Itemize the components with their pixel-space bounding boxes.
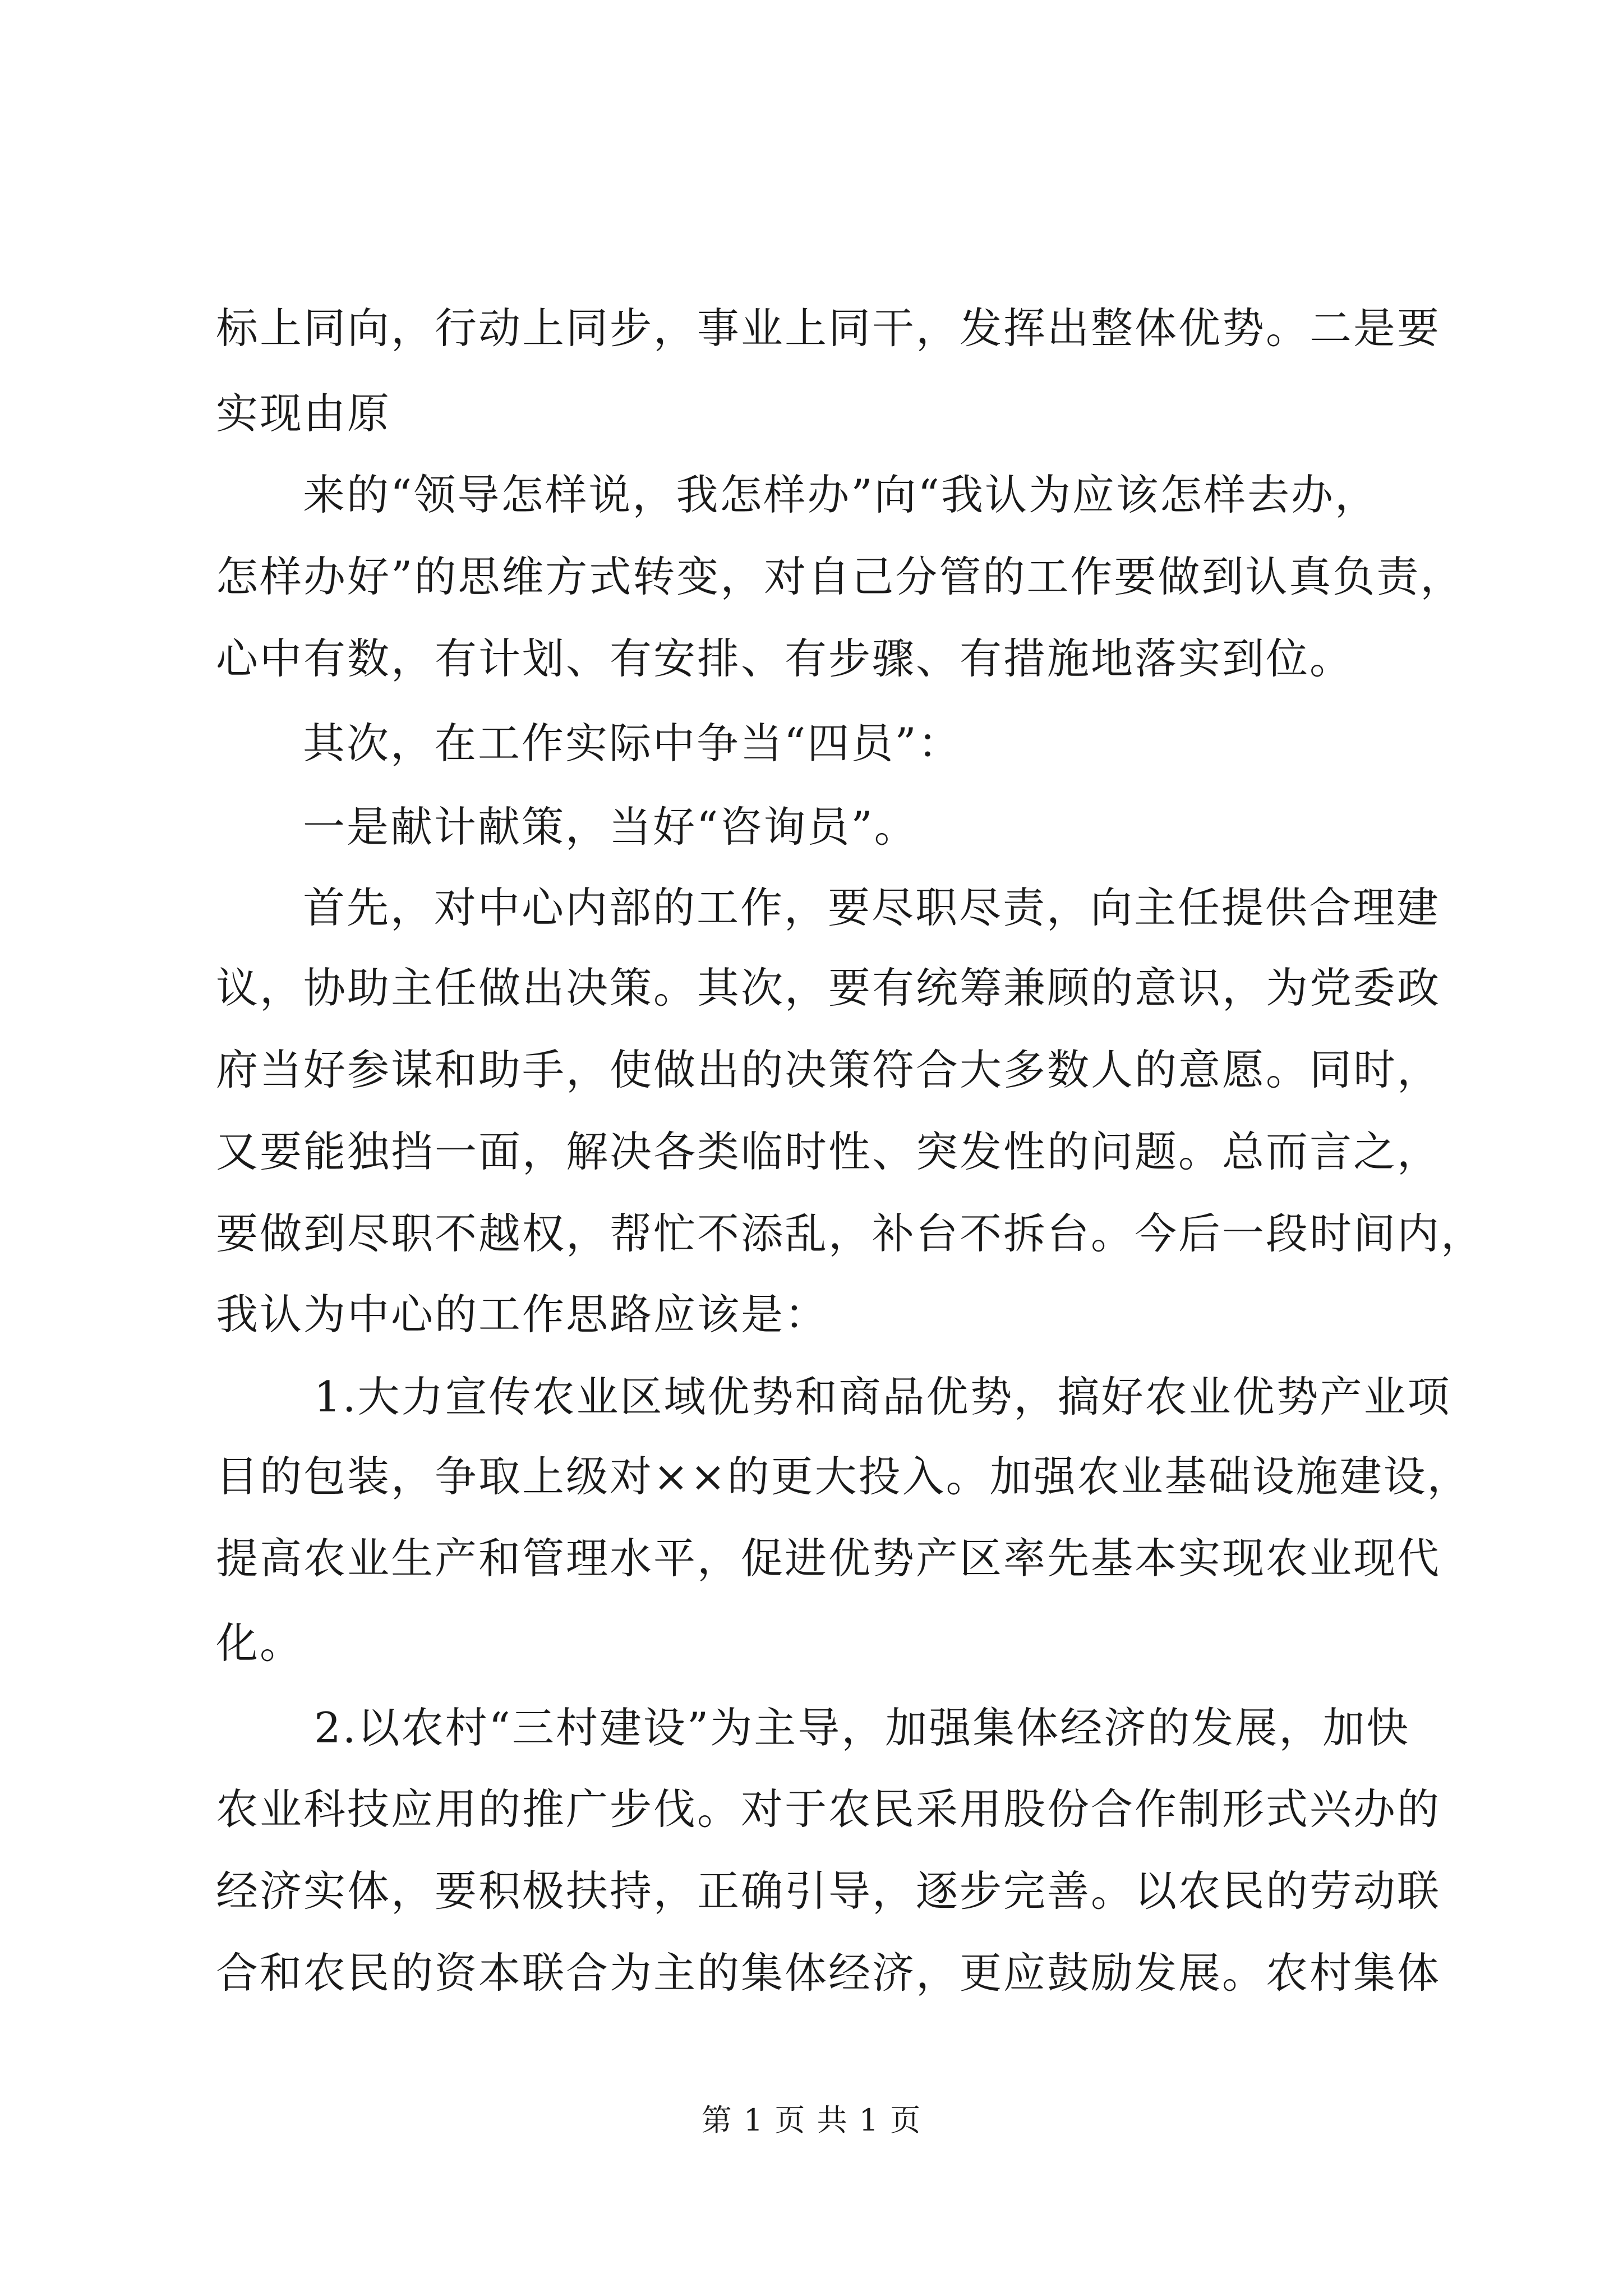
text-line: 化。 bbox=[216, 1618, 304, 1668]
text-line: 目的包装，争取上级对××的更大投入。加强农业基础设施建设， bbox=[216, 1452, 1471, 1501]
numbered-item-line: 1.大力宣传农业区域优势和商品优势，搞好农业优势产业项 bbox=[314, 1372, 1451, 1421]
paragraph-start-line: 首先，对中心内部的工作，要尽职尽责，向主任提供合理建 bbox=[303, 883, 1441, 932]
text-line: 标上同向，行动上同步，事业上同干，发挥出整体优势。二是要 bbox=[216, 303, 1441, 353]
text-line: 经济实体，要积极扶持，正确引导，逐步完善。以农民的劳动联 bbox=[216, 1866, 1441, 1916]
text-line: 我认为中心的工作思路应该是： bbox=[216, 1290, 829, 1339]
text-line: 怎样办好”的思维方式转变，对自己分管的工作要做到认真负责， bbox=[216, 552, 1464, 601]
paragraph-start-line: 来的“领导怎样说，我怎样办”向“我认为应该怎样去办， bbox=[303, 470, 1379, 519]
text-line: 又要能独挡一面，解决各类临时性、突发性的问题。总而言之， bbox=[216, 1127, 1441, 1176]
paragraph-start-line: 其次，在工作实际中争当“四员”： bbox=[303, 719, 962, 768]
numbered-item-line: 2.以农村“三村建设”为主导，加强集体经济的发展，加快 bbox=[314, 1703, 1410, 1752]
text-line: 议，协助主任做出决策。其次，要有统筹兼顾的意识，为党委政 bbox=[216, 963, 1441, 1013]
text-line: 合和农民的资本联合为主的集体经济，更应鼓励发展。农村集体 bbox=[216, 1948, 1441, 1998]
text-line: 府当好参谋和助手，使做出的决策符合大多数人的意愿。同时， bbox=[216, 1045, 1441, 1094]
text-line: 农业科技应用的推广步伐。对于农民采用股份合作制形式兴办的 bbox=[216, 1784, 1441, 1834]
text-line: 要做到尽职不越权，帮忙不添乱，补台不拆台。今后一段时间内， bbox=[216, 1209, 1485, 1258]
text-line: 心中有数，有计划、有安排、有步骤、有措施地落实到位。 bbox=[216, 634, 1354, 683]
paragraph-start-line: 一是献计献策，当好“咨询员”。 bbox=[303, 802, 918, 852]
page-number-footer: 第 1 页 共 1 页 bbox=[701, 2102, 922, 2138]
text-line: 实现由原 bbox=[216, 389, 391, 438]
text-line: 提高农业生产和管理水平，促进优势产区率先基本实现农业现代 bbox=[216, 1534, 1441, 1583]
